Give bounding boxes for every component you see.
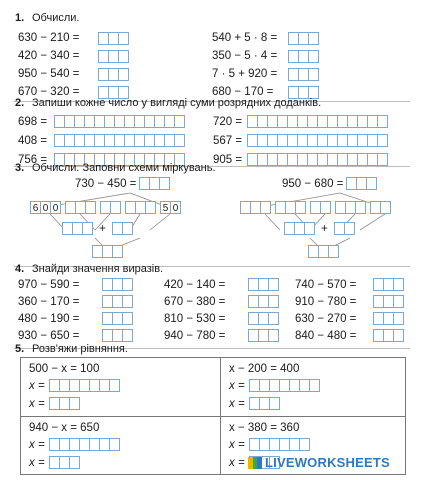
solution-row [29,397,80,410]
task4-row [18,310,133,327]
plus-sign: + [99,222,106,235]
answer-boxes[interactable] [284,222,315,235]
plus-sign: + [321,222,328,235]
answer-boxes[interactable] [102,312,133,325]
section-5-title: Розв'яжи рівняння. [32,343,128,355]
answer-boxes[interactable] [373,329,404,342]
solution-row [29,379,120,392]
task1-row [212,29,319,47]
answer-boxes[interactable] [308,245,339,258]
number-label: 756 = [18,153,48,166]
var-label: x = [29,438,45,451]
answer-boxes[interactable] [54,115,185,128]
answer-boxes[interactable] [334,222,355,235]
task1-row [18,47,129,65]
expression-label: 810 − 530 = [164,312,226,325]
schema1-expression [75,177,170,190]
expression-label: 930 − 650 = [18,329,80,342]
task4-column-3 [295,276,404,344]
given-digit: 0 [170,201,181,214]
var-label: x = [229,379,245,392]
answer-boxes[interactable] [288,32,319,45]
equation-label: 940 − x = 650 [29,422,100,434]
task2-row [213,112,388,131]
logo-text: LIVEWORKSHEETS [265,455,390,470]
equation-cell [221,358,405,417]
liveworksheets-logo-icon [248,456,262,470]
schema1-row2 [62,222,133,235]
answer-boxes[interactable] [100,201,121,214]
answer-boxes[interactable] [373,278,404,291]
expression-label: 630 − 210 = [18,32,80,44]
answer-boxes[interactable] [49,397,80,410]
given-digit: 0 [40,201,51,214]
task2-row [18,131,185,150]
answer-boxes[interactable] [247,134,388,147]
task1-row [212,47,319,65]
answer-boxes[interactable] [373,295,404,308]
expression-label: 420 − 140 = [164,278,226,291]
liveworksheets-logo[interactable] [248,455,390,470]
var-label: x = [229,438,245,451]
expression-label: 910 − 780 = [295,295,357,308]
schema1-expression-label: 730 − 450 = [75,177,137,190]
answer-boxes[interactable] [98,50,129,63]
answer-boxes[interactable] [112,222,133,235]
expression-label: 540 + 5 · 8 = [212,32,278,44]
answer-boxes[interactable] [248,312,279,325]
task4-row [18,293,133,310]
var-label: x = [229,456,245,469]
expression-label: 7 · 5 + 920 = [212,68,278,80]
section-5-number: 5. [15,343,25,355]
answer-boxes[interactable] [275,201,306,214]
answer-boxes[interactable] [335,201,366,214]
number-label: 905 = [213,153,243,166]
equation-label: 500 − x = 100 [29,363,100,375]
expression-label: 840 − 480 = [295,329,357,342]
answer-boxes[interactable] [249,397,280,410]
answer-boxes[interactable] [248,329,279,342]
given-digit: 5 [160,201,171,214]
section-3-number: 3. [15,162,25,174]
var-label: x = [29,379,45,392]
task4-row [295,327,404,344]
answer-boxes[interactable] [102,278,133,291]
expression-label: 950 − 540 = [18,68,80,80]
number-label: 567 = [213,134,243,147]
answer-boxes[interactable] [98,68,129,81]
answer-boxes[interactable] [249,379,320,392]
answer-boxes[interactable] [65,201,96,214]
answer-boxes[interactable] [240,201,271,214]
given-digit-boxes [160,201,181,214]
equation-cell [21,358,221,417]
answer-boxes[interactable] [288,50,319,63]
answer-boxes[interactable] [310,201,331,214]
answer-boxes[interactable] [102,329,133,342]
schema2-row1 [240,201,391,214]
solution-row [229,438,310,451]
var-label: x = [29,397,45,410]
task1-row [18,29,129,47]
expression-label: 480 − 190 = [18,312,80,325]
answer-boxes[interactable] [92,245,123,258]
task2-left-column [18,112,185,169]
expression-label: 680 − 170 = [212,86,274,98]
task4-row [164,310,279,327]
var-label: x = [229,397,245,410]
answer-boxes[interactable] [249,438,310,451]
schema2-result [308,243,339,261]
answer-boxes[interactable] [247,153,388,166]
equation-cell [21,417,221,474]
number-label: 720 = [213,115,243,128]
schema2-row2 [284,222,355,235]
task1-right-column [212,29,319,101]
task4-row [164,293,279,310]
expression-label: 350 − 5 · 4 = [212,50,278,62]
expression-label: 360 − 170 = [18,295,80,308]
expression-label: 670 − 380 = [164,295,226,308]
expression-label: 670 − 320 = [18,86,80,98]
task1-left-column [18,29,129,101]
task4-column-2 [164,276,279,344]
answer-boxes[interactable] [346,177,377,190]
answer-boxes[interactable] [373,312,404,325]
answer-boxes[interactable] [54,134,185,147]
section-1-number: 1. [15,12,25,24]
equation-label: x − 200 = 400 [229,363,300,375]
given-digit-boxes [30,201,61,214]
task4-row [295,293,404,310]
given-digit: 6 [30,201,41,214]
task1-row [18,65,129,83]
task1-row [212,65,319,83]
answer-boxes[interactable] [247,115,388,128]
expression-label: 940 − 780 = [164,329,226,342]
solution-row [29,438,120,451]
section-3-title: Обчисли. Заповни схеми міркувань. [32,162,216,174]
answer-boxes[interactable] [288,68,319,81]
task4-row [164,327,279,344]
expression-label: 970 − 590 = [18,278,80,291]
answer-boxes[interactable] [49,456,80,469]
answer-boxes[interactable] [248,278,279,291]
task4-row [295,276,404,293]
solution-row [29,456,80,469]
expression-label: 420 − 340 = [18,50,80,62]
given-digit: 0 [50,201,61,214]
equation-label: x − 380 = 360 [229,422,300,434]
answer-boxes[interactable] [98,32,129,45]
task4-row [295,310,404,327]
answer-boxes[interactable] [125,201,156,214]
expression-label: 630 − 270 = [295,312,357,325]
task2-row [18,112,185,131]
task4-column-1 [18,276,133,344]
section-2-number: 2. [15,97,25,109]
task2-row [213,131,388,150]
section-1-title: Обчисли. [32,12,80,24]
answer-boxes[interactable] [139,177,170,190]
answer-boxes[interactable] [49,438,120,451]
task4-row [164,276,279,293]
task4-row [18,276,133,293]
section-4-number: 4. [15,263,25,275]
number-label: 408 = [18,134,48,147]
section-4-title: Знайди значення виразів. [32,263,164,275]
answer-boxes[interactable] [102,295,133,308]
expression-label: 740 − 570 = [295,278,357,291]
schema2-expression [282,177,377,190]
schema1-row1 [30,201,181,214]
schema1-result [92,243,123,261]
answer-boxes[interactable] [248,295,279,308]
task4-row [18,327,133,344]
section-2-title: Запиши кожне число у вигляді суми розрядних доданків. [32,97,322,109]
var-label: x = [29,456,45,469]
number-label: 698 = [18,115,48,128]
schema2-expression-label: 950 − 680 = [282,177,344,190]
solution-row [229,379,320,392]
answer-boxes[interactable] [370,201,391,214]
solution-row [229,397,280,410]
task2-right-column [213,112,388,169]
answer-boxes[interactable] [49,379,120,392]
answer-boxes[interactable] [62,222,93,235]
